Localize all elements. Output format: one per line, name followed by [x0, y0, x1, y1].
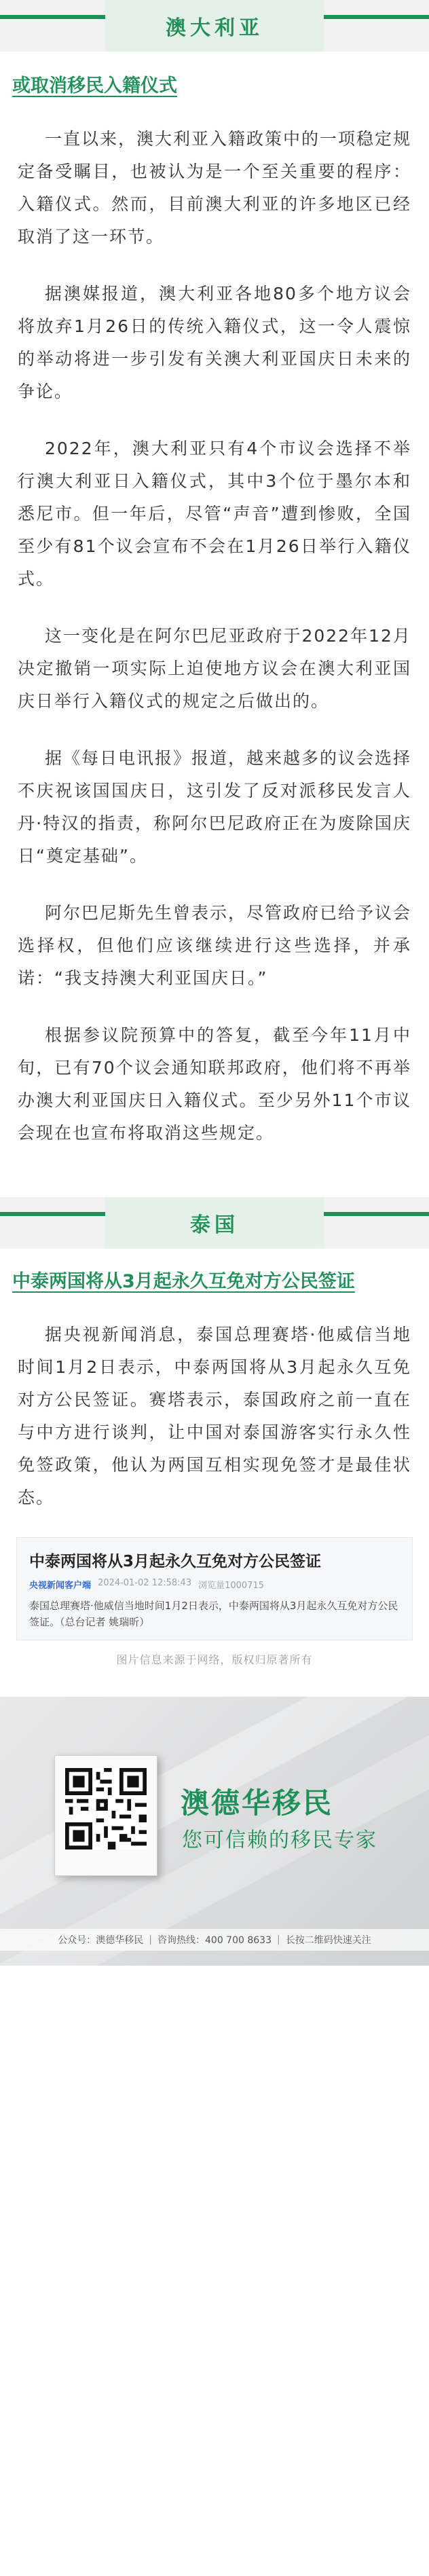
- news-card-views: 浏览量1000715: [198, 1581, 264, 1591]
- news-card-meta: [29, 1578, 400, 1591]
- section-banner-australia: [0, 0, 429, 52]
- image-caption: 图片信息来源于网络，版权归原著所有: [116, 1653, 313, 1666]
- news-card-source: 央视新闻客户端: [29, 1581, 92, 1591]
- promo-brand: 澳德华移民: [181, 1786, 334, 1820]
- news-screenshot-card: [16, 1537, 413, 1640]
- paragraph: 据《每日电讯报》报道，越来越多的议会选择不庆祝该国国庆日，这引发了反对派移民发言人丹·特汉的指责，称阿尔巴尼政府正在为废除国庆日“奠定基础”。: [18, 748, 412, 866]
- paragraph: 据央视新闻消息，泰国总理赛塔·他威信当地时间1月2日表示，中泰两国将从3月起永久互免对方公民签证。赛塔表示，泰国政府之前一直在与中方进行谈判，让中国对泰国游客实行永久性免签政策，他认为两国互相实现免签才是最佳状态。: [18, 1325, 411, 1507]
- news-card-time: 2024-01-02 12:58:43: [98, 1578, 192, 1588]
- paragraph: 根据参议院预算中的答复，截至今年11月中旬，已有70个议会通知联邦政府，他们将不再举办澳大利亚国庆日入籍仪式。至少另外11个市议会现在也宣布将取消这些规定。: [18, 1025, 411, 1143]
- paragraph: 据澳媒报道，澳大利亚各地80多个地方议会将放弃1月26日的传统入籍仪式，这一令人震惊的举动将进一步引发有关澳大利亚国庆日未来的争论。: [18, 284, 411, 401]
- promo-slogan: 您可信赖的移民专家: [182, 1828, 377, 1852]
- promo-hotline: 咨询热线：400 700 8633: [157, 1935, 272, 1946]
- section-headline: 中泰两国将从3月起永久互免对方公民签证: [12, 1271, 355, 1292]
- promo-contact-bar: [0, 1929, 429, 1951]
- paragraph: 阿尔巴尼斯先生曾表示，尽管政府已给予议会选择权，但他们应该继续进行这些选择，并承诺：“我支持澳大利亚国庆日。”: [18, 903, 412, 988]
- separator: |: [276, 1934, 280, 1945]
- banner-label-box: [105, 1197, 324, 1249]
- separator: |: [149, 1934, 152, 1945]
- banner-title: 澳大利亚: [166, 16, 263, 40]
- banner-label-box: [105, 0, 324, 52]
- qr-code-icon: [65, 1768, 147, 1850]
- news-card-title: 中泰两国将从3月起永久互免对方公民签证: [29, 1553, 322, 1570]
- section-banner-thailand: [0, 1197, 429, 1249]
- promo-wechat: 公众号：澳德华移民: [58, 1935, 144, 1946]
- paragraph: 这一变化是在阿尔巴尼亚政府于2022年12月决定撤销一项实际上迫使地方议会在澳大利亚国庆日举行入籍仪式的规定之后做出的。: [18, 626, 411, 711]
- paragraph: 一直以来，澳大利亚入籍政策中的一项稳定规定备受瞩目，也被认为是一个至关重要的程序：入籍仪式。然而，目前澳大利亚的许多地区已经取消了这一环节。: [18, 129, 412, 246]
- promo-banner: [0, 1697, 429, 1966]
- news-card-body: 泰国总理赛塔·他威信当地时间1月2日表示，中泰两国将从3月起永久互免对方公民签证。（总台记者 姚瑞昕）: [29, 1600, 398, 1628]
- qr-code-card[interactable]: [54, 1755, 156, 1875]
- banner-title: 泰国: [190, 1213, 239, 1237]
- paragraph: 2022年，澳大利亚只有4个市议会选择不举行澳大利亚日入籍仪式，其中3个位于墨尔本和悉尼市。但一年后，尽管“声音”遭到惨败，全国至少有81个议会宣布不会在1月26日举行入籍仪式。: [18, 439, 411, 589]
- section-headline: 或取消移民入籍仪式: [12, 75, 177, 96]
- promo-hint: 长按二维码快速关注: [285, 1935, 371, 1946]
- qr-card-face: [54, 1755, 157, 1876]
